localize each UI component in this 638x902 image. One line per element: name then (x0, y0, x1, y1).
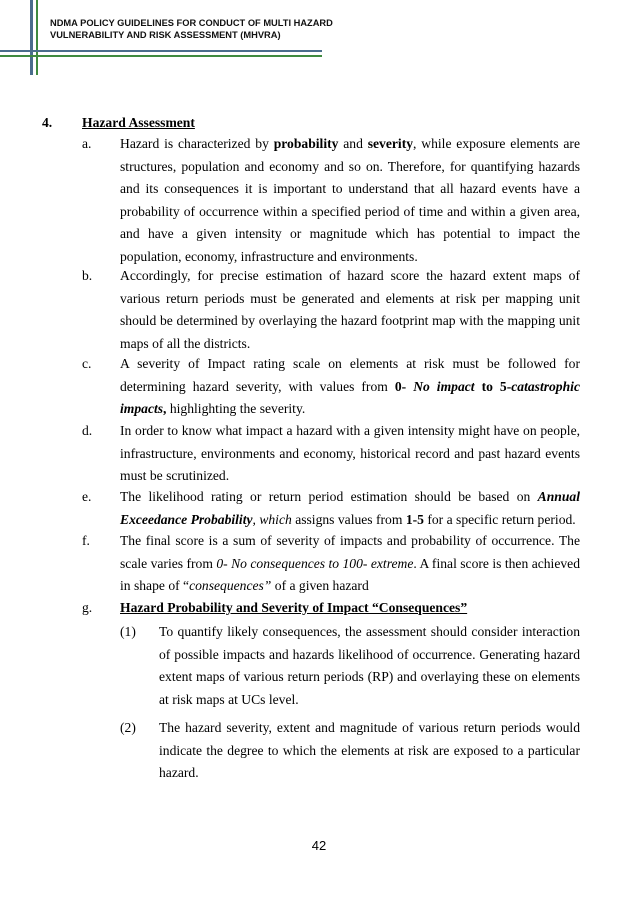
header-rule-horizontal-green (0, 55, 322, 57)
item-a-letter: a. (82, 136, 92, 151)
item-b-letter: b. (82, 268, 93, 283)
item-e-text-1: The likelihood rating or return period estimation should be based on (120, 489, 538, 504)
item-g-title-text: Hazard Probability and Severity of Impact “Consequences” (120, 600, 468, 615)
item-e-letter: e. (82, 489, 92, 504)
item-g-letter: g. (82, 600, 93, 615)
item-g-title (120, 597, 580, 620)
item-e-bold-range: 1-5 (405, 511, 424, 527)
item-a-bold-severity: severity (367, 136, 414, 151)
item-a-text-3: , while exposure elements are structures, population and economy and so on. Therefore, for quantifying hazards and its consequences it is important to understand that all hazard events have a probability of occurrence within a specified period of time and within a given area, and have a given intensity or magnitude which has potential to impact the population, economy, infrastructure and environments. (120, 136, 580, 264)
item-a-paragraph (120, 133, 580, 268)
section-number: 4. (42, 115, 53, 130)
header-line-1: NDMA POLICY GUIDELINES FOR CONDUCT OF MULTI HAZARD (50, 18, 333, 28)
header-rule-horizontal-blue (0, 50, 322, 52)
item-g-sub-2-number: (2) (120, 720, 136, 735)
item-f-text-2: . A final score is then achieved in shape of “ (120, 555, 580, 593)
page-number: 42 (311, 838, 327, 853)
running-header (50, 17, 350, 41)
header-rule-vertical-blue (30, 0, 33, 75)
item-a-bold-probability: probability (273, 136, 339, 151)
section-title: Hazard Assessment (82, 115, 195, 130)
item-c-no-impact: No impact (413, 378, 475, 394)
item-e-paragraph (120, 486, 580, 531)
item-e-which: , which (252, 511, 292, 527)
item-c-text-2: highlighting the severity. (166, 401, 306, 416)
item-e-text-2: assigns values from (291, 511, 406, 527)
item-f-paragraph (120, 530, 580, 598)
item-c-text-1: A severity of Impact rating scale on elements at risk must be followed for determining hazard severity, with values from (120, 356, 580, 394)
item-c-letter: c. (82, 356, 92, 371)
item-f-text-1: The final score is a sum of severity of impacts and probability of occurrence. The scale varies from (120, 533, 580, 571)
item-c-catastrophic: catastrophic impacts (120, 378, 580, 416)
item-d-paragraph: In order to know what impact a hazard with a given intensity might have on people, infrastructure, environments and economy, historical record and past hazard events must be scrutinized. (120, 423, 580, 483)
item-d-letter: d. (82, 423, 93, 438)
item-e-text-3: for a specific return period. (423, 511, 576, 527)
item-g-sub-2-paragraph: The hazard severity, extent and magnitude of various return periods would indicate the degree to which the elements at risk are exposed to a particular hazard. (159, 720, 580, 780)
header-rule-vertical-green (36, 0, 38, 75)
item-f-text-3: of a given hazard (271, 578, 369, 593)
item-a-text-2: and (338, 136, 368, 151)
item-a-text-1: Hazard is characterized by (120, 136, 274, 151)
item-c-bold-comma: , (163, 401, 167, 416)
item-e-annual-exceedance: Annual Exceedance Probability (120, 489, 580, 527)
item-g-sub-1-paragraph: To quantify likely consequences, the assessment should consider interaction of possible impacts and hazards likelihood of occurrence. Generating hazard extent maps of various return periods (RP) and overlaying these on elements at risk maps at UCs level. (159, 624, 580, 707)
item-f-scale-range: 0- No consequences to 100- extreme (216, 555, 414, 571)
item-c-bold-0: 0- (394, 378, 414, 394)
item-f-letter: f. (82, 533, 90, 548)
header-line-2: VULNERABILITY AND RISK ASSESSMENT (MHVRA) (50, 30, 281, 40)
item-g-sub-1-number: (1) (120, 624, 136, 639)
item-b-paragraph: Accordingly, for precise estimation of hazard score the hazard extent maps of various return periods must be generated and elements at risk per mapping unit should be determined by overlaying the hazard footprint map with the mapping unit maps of all the districts. (120, 268, 580, 351)
item-c-bold-to-5: to 5- (474, 378, 512, 394)
item-c-paragraph (120, 353, 580, 421)
item-f-consequences: consequences” (189, 578, 272, 593)
